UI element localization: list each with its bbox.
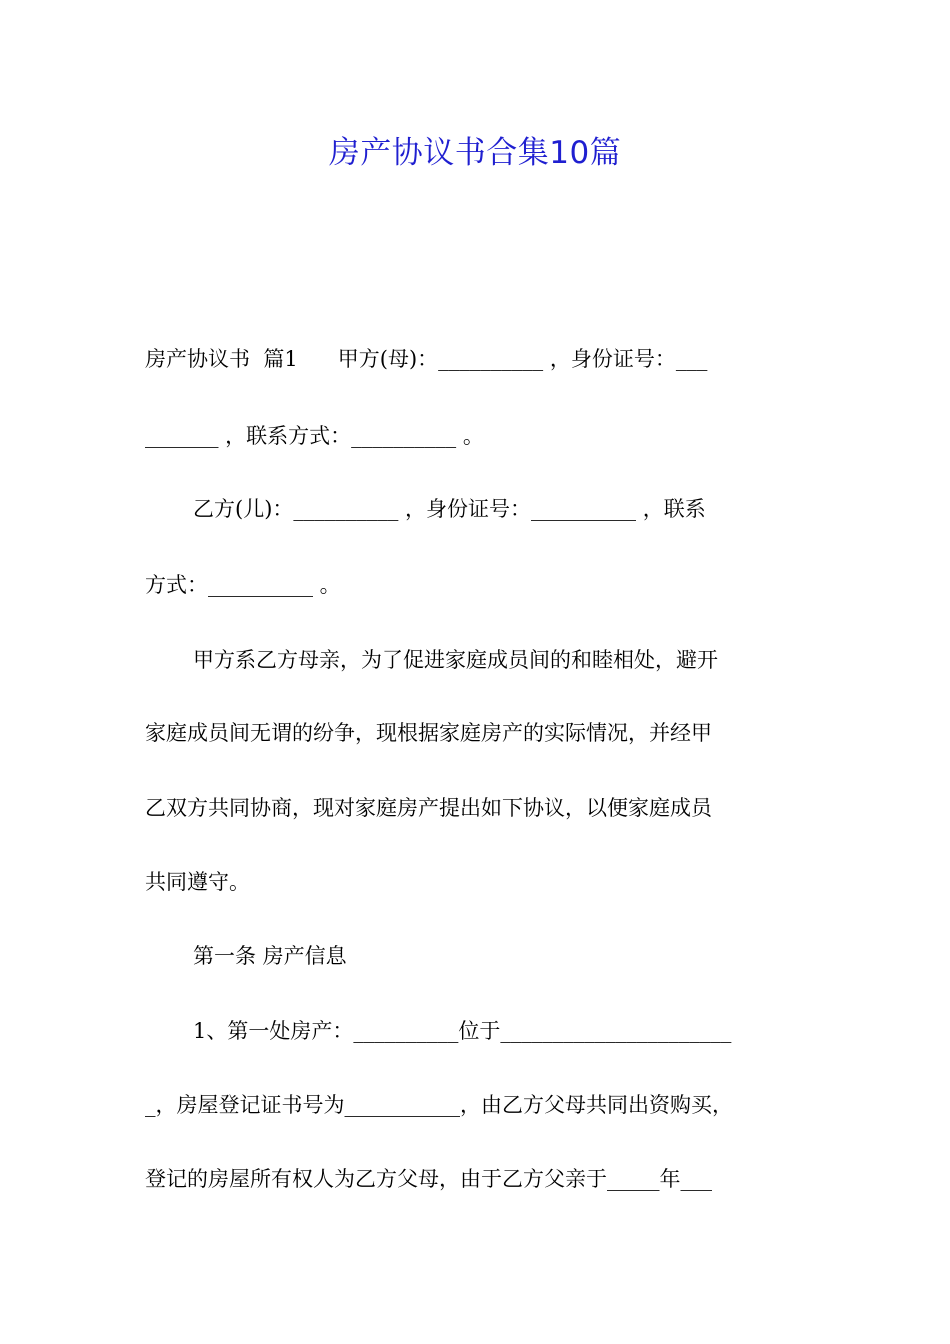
document-title: 房产协议书合集10篇 <box>328 135 622 171</box>
paragraph-line: 家庭成员间无谓的纷争，现根据家庭房产的实际情况，并经甲 <box>145 721 712 745</box>
paragraph-line: 甲方系乙方母亲，为了促进家庭成员间的和睦相处，避开 <box>193 648 718 672</box>
paragraph-line: 乙双方共同协商，现对家庭房产提出如下协议，以便家庭成员 <box>145 796 712 820</box>
paragraph-line: 方式：__________ 。 <box>145 573 341 597</box>
paragraph-line: 房产协议书 篇1 甲方(母)：__________ ，身份证号：___ <box>145 347 708 371</box>
section-heading: 第一条 房产信息 <box>193 944 347 968</box>
paragraph-line: 1、第一处房产：__________位于______________________ <box>193 1019 732 1043</box>
paragraph-line: 共同遵守。 <box>145 870 250 894</box>
paragraph-line: 乙方(儿)：__________ ，身份证号：__________ ，联系 <box>193 497 706 521</box>
paragraph-line: _，房屋登记证书号为___________，由乙方父母共同出资购买， <box>145 1093 733 1117</box>
paragraph-line: 登记的房屋所有权人为乙方父母，由于乙方父亲于_____年___ <box>145 1167 712 1191</box>
paragraph-line: _______ ，联系方式：__________ 。 <box>145 424 484 448</box>
